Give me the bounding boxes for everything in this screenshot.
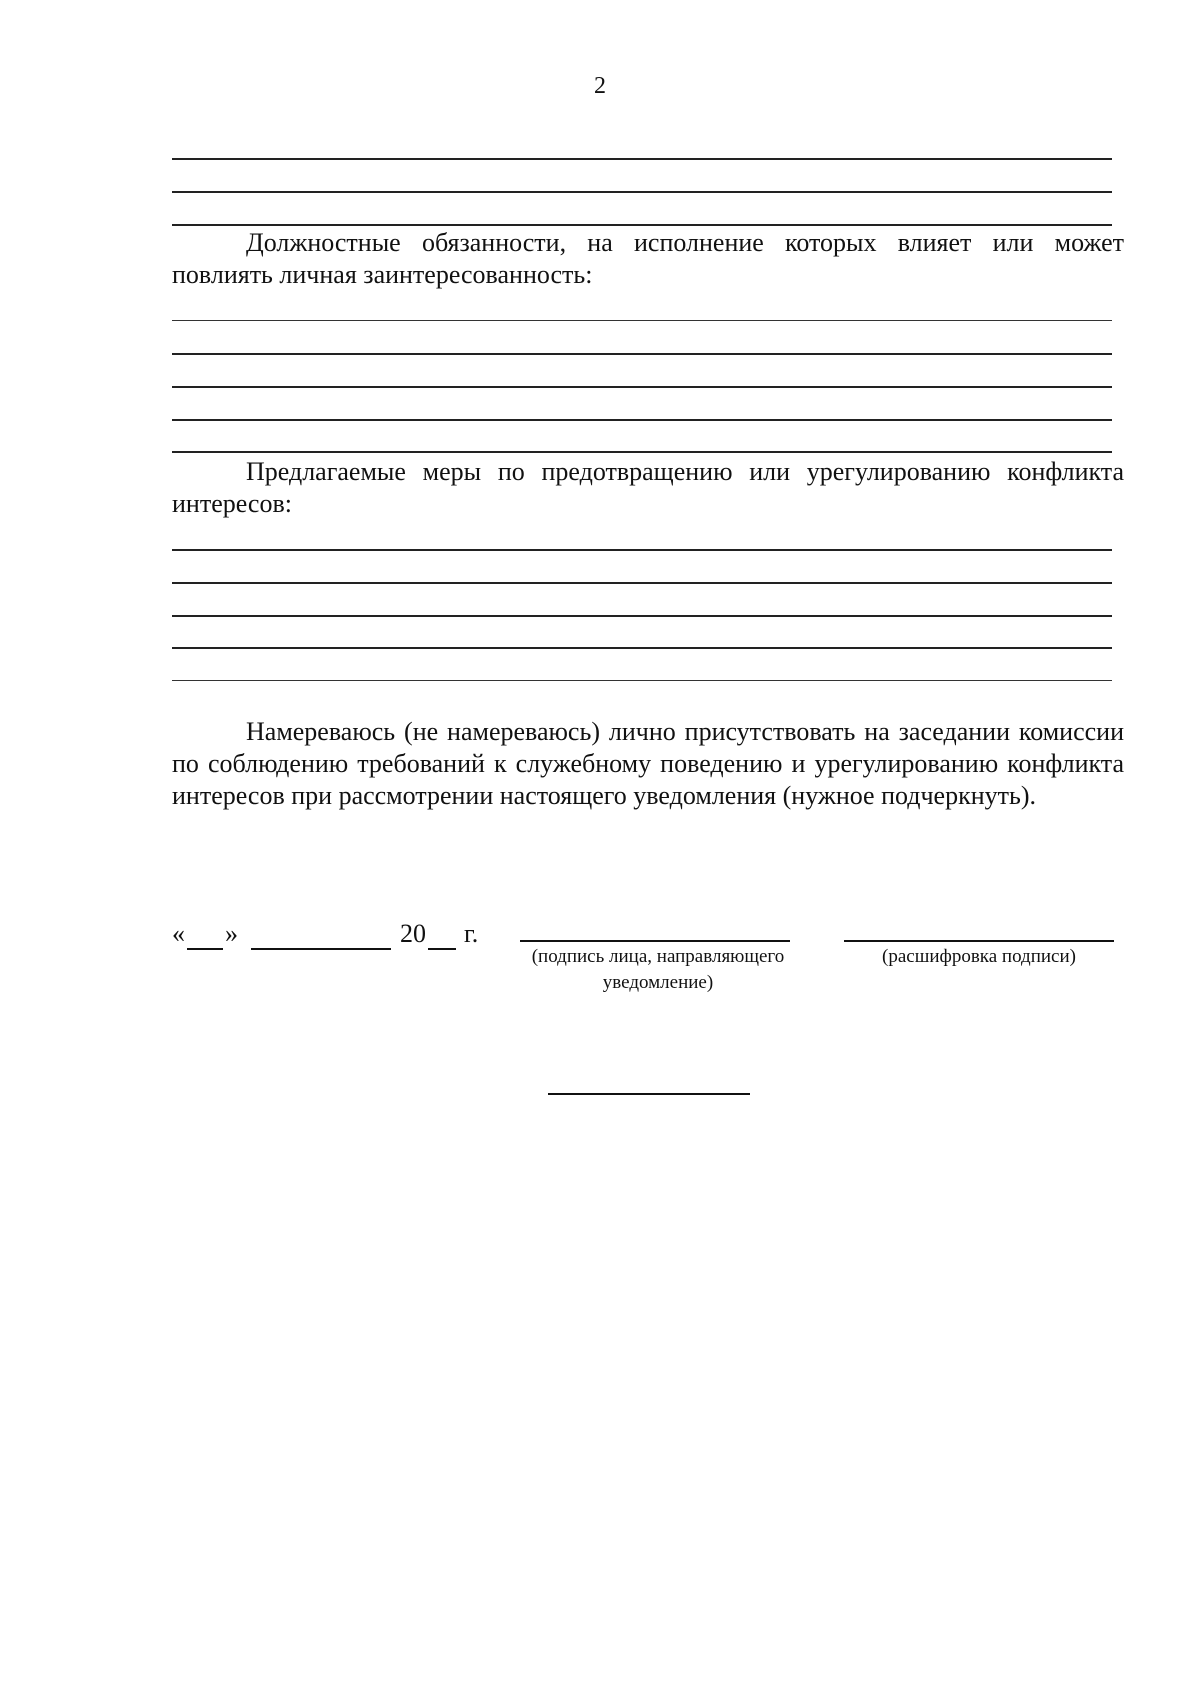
decoding-caption: (расшифровка подписи) <box>882 946 1076 967</box>
page-number: 2 <box>594 73 606 99</box>
blank-fill-line <box>172 615 1112 617</box>
date-year-suffix: г. <box>464 919 479 948</box>
measures-paragraph: Предлагаемые меры по предотвращению или урегулированию конфликта интересов: <box>172 457 1124 518</box>
day-blank-line <box>187 948 223 950</box>
decoding-line <box>844 940 1114 942</box>
blank-fill-line <box>172 419 1112 421</box>
signature-caption: (подпись лица, направляющего уведомление) <box>531 946 785 993</box>
blank-fill-line <box>172 549 1112 551</box>
end-of-document-line <box>548 1093 750 1095</box>
blank-fill-line <box>172 680 1112 681</box>
blank-fill-line <box>172 320 1112 321</box>
blank-fill-line <box>172 191 1112 193</box>
date-quote-open: « <box>172 919 185 948</box>
blank-fill-line <box>172 158 1112 160</box>
blank-fill-line <box>172 386 1112 388</box>
blank-fill-line <box>172 647 1112 649</box>
month-blank-line <box>251 948 391 950</box>
year-blank-line <box>428 948 456 950</box>
duties-paragraph: Должностные обязанности, на исполнение которых влияет или может повлиять личная заинтересованность: <box>172 228 1124 289</box>
blank-fill-line <box>172 224 1112 226</box>
intent-paragraph: Намереваюсь (не намереваюсь) лично присутствовать на заседании комиссии по соблюдению требований к служебному поведению и урегулированию конфликта интересов при рассмотрении настоящего уведомления (нужное подчеркнуть). <box>172 717 1124 810</box>
blank-fill-line <box>172 582 1112 584</box>
date-year-prefix: 20 <box>400 919 426 948</box>
signature-line <box>520 940 790 942</box>
date-quote-close: » <box>225 919 238 948</box>
blank-fill-line <box>172 353 1112 355</box>
blank-fill-line <box>172 451 1112 453</box>
